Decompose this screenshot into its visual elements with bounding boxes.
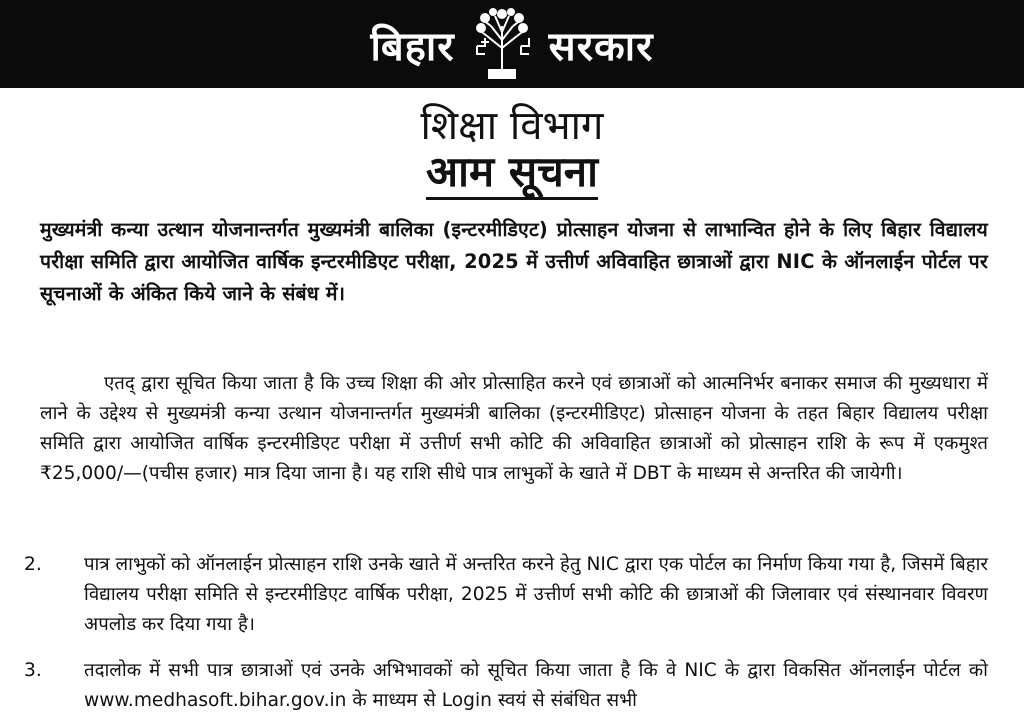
item-number: 3. [24, 660, 42, 681]
header-banner [0, 0, 1024, 88]
department-title: शिक्षा विभाग [420, 103, 604, 149]
notice-subject: मुख्यमंत्री कन्या उत्थान योजनान्तर्गत मुख्यमंत्री बालिका (इन्टरमीडिएट) प्रोत्साहन योजना से लाभान्वित होने के लिए बिहार विद्यालय परीक्षा समिति द्वारा आयोजित वार्षिक इन्टरमीडिएट परीक्षा, 2025 में उत्तीर्ण अविवाहित छात्राओं द्वारा NIC के ऑनलाईन पोर्टल पर सूचनाओं के अंकित किये जाने के संबंध में। [40, 218, 988, 305]
numbered-item [24, 550, 988, 640]
banner-right-word: सरकार [548, 23, 654, 70]
banner-left-word: बिहार [370, 23, 455, 70]
notice-title-text: आम सूचना [426, 147, 598, 200]
item-text: पात्र लाभुकों को ऑनलाईन प्रोत्साहन राशि उनके खाते में अन्तरित करने हेतु NIC द्वारा एक पोर्टल का निर्माण किया गया है, जिसमें बिहार विद्यालय परीक्षा समिति से इन्टरमीडिएट वार्षिक परीक्षा, 2025 में उत्तीर्ण सभी कोटि की छात्राओं की जिलावार एवं संस्थानवार विवरण अपलोड कर दिया गया है। [84, 554, 988, 635]
item-text: तदालोक में सभी पात्र छात्राओं एवं उनके अभिभावकों को सूचित किया जाता है कि वे NIC के द्वारा विकसित ऑनलाईन पोर्टल को www.medhasoft.bihar.gov.in के माध्यम से Login स्वयं से संबंधित सभी [84, 660, 988, 711]
item-number: 2. [24, 554, 42, 575]
paragraph-1: एतद् द्वारा सूचित किया जाता है कि उच्च शिक्षा की ओर प्रोत्साहित करने एवं छात्राओं को आत्मनिर्भर बनाकर समाज की मुख्यधारा में लाने के उद्देश्य से मुख्यमंत्री कन्या उत्थान योजनान्तर्गत मुख्यमंत्री बालिका (इन्टरमीडिएट) प्रोत्साहन योजना के तहत बिहार विद्यालय परीक्षा समिति द्वारा आयोजित वार्षिक इन्टरमीडिएट परीक्षा में उत्तीर्ण सभी कोटि की अविवाहित छात्राओं को प्रोत्साहन राशि के रूप में एकमुश्त ₹25,000/—(पचीस हजार) मात्र दिया जाना है। यह राशि सीधे पात्र लाभुकों के खाते में DBT के माध्यम से अन्तरित की जायेगी। [40, 373, 988, 484]
numbered-item [24, 656, 988, 716]
bihar-government-emblem-icon [469, 8, 535, 80]
notice-title [0, 142, 1024, 199]
